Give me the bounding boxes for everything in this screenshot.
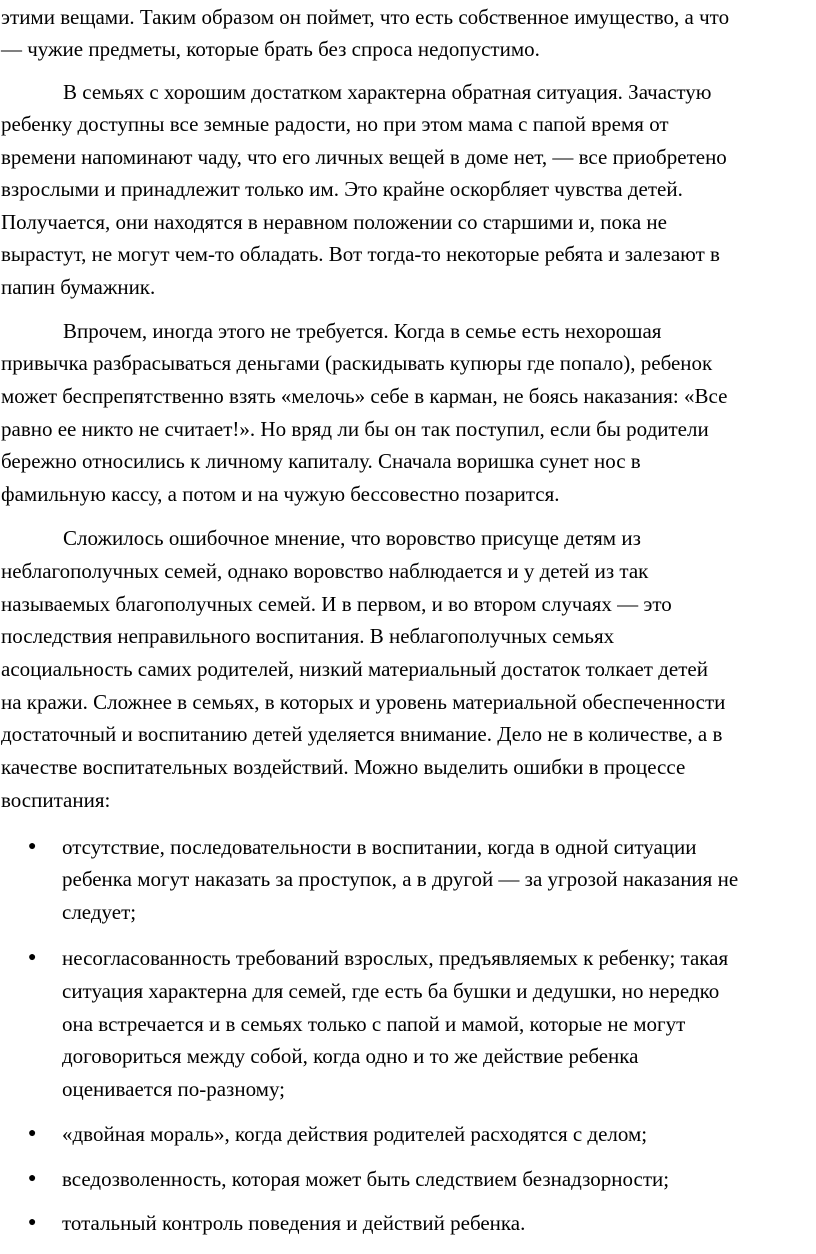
list-item-line: отсутствие, последовательности в воспитании, когда в одной ситуации xyxy=(62,835,697,859)
list-item-line: тотальный контроль поведения и действий ребенка. xyxy=(62,1211,526,1235)
paragraph-line: фамильную кассу, а потом и на чужую бессовестно позарится. xyxy=(1,482,560,506)
list-item-line: договориться между собой, когда одно и то же действие ребенка xyxy=(62,1044,639,1068)
list-item-line: следует; xyxy=(62,900,137,924)
list-item-line: оценивается по-разному; xyxy=(62,1077,286,1101)
paragraph-line: Сложилось ошибочное мнение, что воровство присуще детям из xyxy=(63,526,641,550)
paragraph-line: последствия неправильного воспитания. В неблагополучных семьях xyxy=(1,624,615,648)
paragraph-line: равно ее никто не считает!». Но вряд ли бы он так поступил, если бы родители xyxy=(1,417,709,441)
list-item-line: вседозволенность, которая может быть следствием безнадзорности; xyxy=(62,1167,670,1191)
paragraph-line: качестве воспитательных воздействий. Можно выделить ошибки в процессе xyxy=(1,755,686,779)
paragraph-line: асоциальность самих родителей, низкий материальный достаток толкает детей xyxy=(1,657,708,681)
paragraph-line: — чужие предметы, которые брать без спроса недопустимо. xyxy=(1,37,540,61)
list-item-line: ребенка могут наказать за проступок, а в другой — за угрозой наказания не xyxy=(62,867,739,891)
list-item-line: она встречается и в семьях только с папой и мамой, которые не могут xyxy=(62,1012,686,1036)
paragraph-line: папин бумажник. xyxy=(1,275,156,299)
paragraph-line: времени напоминают чаду, что его личных вещей в доме нет, — все приобретено xyxy=(1,145,727,169)
paragraph-line: В семьях с хорошим достатком характерна обратная ситуация. Зачастую xyxy=(63,80,712,104)
paragraph-line: называемых благополучных семей. И в первом, и во втором случаях — это xyxy=(1,592,672,616)
paragraph-line: неблагополучных семей, однако воровство наблюдается и у детей из так xyxy=(1,559,649,583)
paragraph-line: достаточный и воспитанию детей уделяется внимание. Дело не в количестве, а в xyxy=(1,722,723,746)
list-item-line: ситуация характерна для семей, где есть ба бушки и дедушки, но нередко xyxy=(62,979,720,1003)
paragraph-line: взрослыми и принадлежит только им. Это крайне оскорбляет чувства детей. xyxy=(1,177,683,201)
paragraph-line: воспитания: xyxy=(1,788,111,812)
paragraph-line: Получается, они находятся в неравном положении со старшими и, пока не xyxy=(1,210,667,234)
paragraph-line: ребенку доступны все земные радости, но при этом мама с папой время от xyxy=(1,112,669,136)
paragraph-line: может беспрепятственно взять «мелочь» себе в карман, не боясь наказания: «Все xyxy=(1,384,728,408)
paragraph-line: на кражи. Сложнее в семьях, в которых и уровень материальной обеспеченности xyxy=(1,690,726,714)
bullet-icon: ● xyxy=(28,1126,37,1141)
paragraph-line: вырастут, не могут чем-то обладать. Вот тогда-то некоторые ребята и залезают в xyxy=(1,242,720,266)
bullet-icon: ● xyxy=(28,839,37,854)
bullet-icon: ● xyxy=(28,1171,37,1186)
paragraph-line: Впрочем, иногда этого не требуется. Когда в семье есть нехорошая xyxy=(63,319,662,343)
paragraph-line: привычка разбрасываться деньгами (раскидывать купюры где попало), ребенок xyxy=(1,351,713,375)
bullet-icon: ● xyxy=(28,1215,37,1230)
list-item-line: «двойная мораль», когда действия родителей расходятся с делом; xyxy=(62,1122,648,1146)
list-item-line: несогласованность требований взрослых, предъявляемых к ребенку; такая xyxy=(62,946,729,970)
bullet-icon: ● xyxy=(28,950,37,965)
paragraph-line: этими вещами. Таким образом он поймет, что есть собственное имущество, а что xyxy=(1,5,730,29)
paragraph-line: бережно относились к личному капиталу. Сначала воришка сунет нос в xyxy=(1,449,641,473)
